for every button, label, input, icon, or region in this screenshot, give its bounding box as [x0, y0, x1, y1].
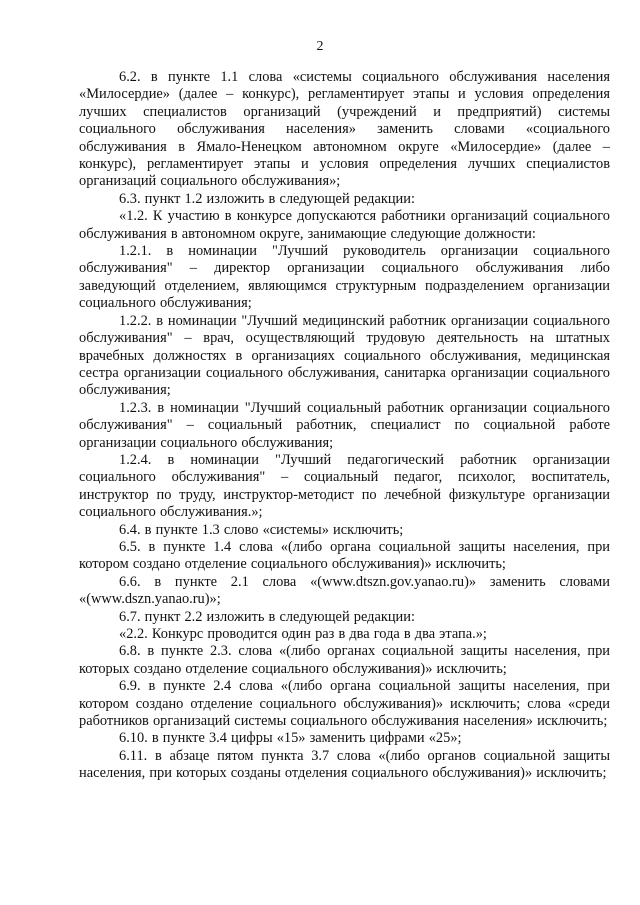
- paragraph-6-7: 6.7. пункт 2.2 изложить в следующей редакции:: [119, 608, 415, 625]
- paragraph-6-6: 6.6. в пункте 2.1 слова «(www.dtszn.gov.yanao.ru)» заменить словами «(www.dszn.yanao.ru)»;: [79, 573, 610, 608]
- paragraph-1-2-2: 1.2.2. в номинации "Лучший медицинский работник организации социального обслуживания" – врач, осуществляющий трудовую деятельность на штатных врачебных должностях в организациях социального обслуживания, медицинская сестра организации социального обслуживания, санитарка организации социального обслуживания;: [79, 312, 610, 399]
- paragraph-6-9: 6.9. в пункте 2.4 слова «(либо органа социальной защиты населения, при котором создано отделение социального обслуживания)» исключить; слова «среди работников организаций системы социального обслуживания населения» исключить;: [79, 678, 610, 730]
- paragraph-6-4: 6.4. в пункте 1.3 слово «системы» исключить;: [119, 521, 404, 538]
- paragraph-6-8: 6.8. в пункте 2.3. слова «(либо органах социальной защиты населения, при которых создано отделение социального обслуживания)» исключить;: [79, 643, 610, 677]
- paragraph-6-5: 6.5. в пункте 1.4 слова «(либо органа социальной защиты населения, при котором создано отделение социального обслуживания)» исключить;: [79, 538, 610, 573]
- paragraph-6-3: 6.3. пункт 1.2 изложить в следующей редакции:: [119, 190, 415, 207]
- paragraph-1-2-4: 1.2.4. в номинации "Лучший педагогический работник организации социального обслуживания" – социальный педагог, психолог, воспитатель, инструктор по труду, инструктор-методист по лечебной физкультуре организации социального обслуживания.»;: [79, 451, 610, 521]
- paragraph-1-2-1: 1.2.1. в номинации "Лучший руководитель организации социального обслуживания" – директор организации социального обслуживания либо заведующий отделением, являющимся структурным подразделением организации социального обслуживания;: [79, 243, 610, 312]
- paragraph-6-11: 6.11. в абзаце пятом пункта 3.7 слова «(либо органов социальной защиты населения, при которых созданы отделения социального обслуживания)» исключить;: [79, 747, 610, 782]
- page-number: 2: [316, 39, 324, 54]
- paragraph-2-2: «2.2. Конкурс проводится один раз в два года в два этапа.»;: [119, 626, 487, 642]
- paragraph-6-10: 6.10. в пункте 3.4 цифры «15» заменить цифрами «25»;: [119, 730, 462, 747]
- paragraph-1-2-3: 1.2.3. в номинации "Лучший социальный работник организации социального обслуживания" – социальный работник, специалист по социальной работе организации социального обслуживания;: [79, 399, 610, 451]
- paragraph-1-2: «1.2. К участию в конкурсе допускаются работники организаций социального обслуживания в автономном округе, занимающие следующие должности:: [79, 208, 610, 242]
- paragraph-6-2: 6.2. в пункте 1.1 слова «системы социального обслуживания населения «Милосердие» (далее – конкурс), регламентирует этапы и условия определения лучших специалистов организаций (учреждений и предприятий) системы социального обслуживания населения» заменить словами «социального обслуживания в Ямало-Ненецком автономном округе «Милосердие» (далее – конкурс), регламентирует этапы и условия определения лучших специалистов организаций социального обслуживания»;: [79, 69, 610, 190]
- document-body: [79, 69, 610, 783]
